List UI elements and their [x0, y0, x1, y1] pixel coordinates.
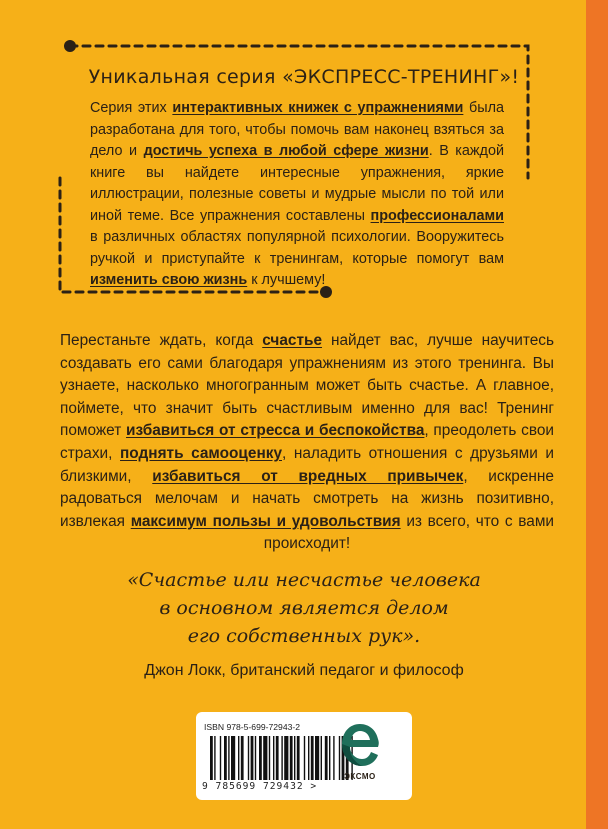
barcode-bar	[281, 736, 282, 780]
barcode-bar	[269, 736, 270, 780]
quote-line: в основном является делом	[159, 597, 449, 619]
publisher-name: ЭКСМО	[344, 772, 376, 781]
eksmo-logo-icon	[340, 722, 380, 770]
barcode-bar	[308, 736, 309, 780]
barcode-bar	[220, 736, 221, 780]
barcode-bar	[238, 736, 239, 780]
barcode-digits: 9 785699 729432 >	[202, 781, 318, 792]
isbn-text: ISBN 978-5-699-72943-2	[204, 722, 301, 732]
barcode-bar	[297, 736, 300, 780]
barcode-bar	[241, 736, 244, 780]
barcode-bar	[210, 736, 213, 780]
highlight-text: профессионалами	[370, 207, 504, 224]
quote-line: его собственных рук».	[187, 625, 421, 647]
highlight-text: счастье	[262, 332, 323, 349]
barcode-bar	[294, 736, 295, 780]
intro-paragraph: Серия этих интерактивных книжек с упражнениями была разработана для того, чтобы помочь вам наконец взяться за дело и достичь успеха в любой сфере жизни. В каждой книге вы найдете интересные упражнения, яркие иллюстрации, полезные советы и мудрые мысли по той или иной теме. Все упражнения составлены профессионалами в различных областях популярной психологии. Вооружитесь ручкой и приступайте к тренингам, которые помогут вам изменить свою жизнь к лучшему!	[90, 100, 504, 288]
series-title: Уникальная серия «ЭКСПРЕСС-ТРЕНИНГ»!	[88, 66, 520, 88]
frame-dot-top	[64, 40, 76, 52]
barcode-bar	[251, 736, 254, 780]
barcode-bar	[276, 736, 279, 780]
barcode-bar	[333, 736, 334, 780]
barcode-bar	[290, 736, 293, 780]
highlight-text: избавиться от вредных привычек	[152, 467, 464, 485]
quote-line: «Счастье или несчастье человека	[127, 569, 481, 591]
barcode-bar	[255, 736, 256, 780]
barcode-bar	[214, 736, 215, 780]
quote-block	[0, 566, 608, 650]
barcode-bar	[321, 736, 322, 780]
barcode-bar	[284, 736, 288, 780]
barcode-bar	[231, 736, 235, 780]
description-paragraph: Перестаньте ждать, когда счастье найдет вас, лучше научитесь создавать его сами благодаря упражнениям из этого тренинга. Вы узнаете, насколько многогранным может быть счастье. А главное, поймете, что значит быть счастливым именно для вас! Тренинг поможет избавиться от стресса и беспокойства, преодолеть свои страхи, поднять самооценку, наладить отношения с друзьями и близкими, избавиться от вредных привычек, искренне радоваться мелочам и начать смотреть на жизнь позитивно, извлекая максимум пользы и удовольствия из всего, что с вами происходит!	[60, 332, 555, 553]
barcode-bar	[248, 736, 249, 780]
barcode-bar	[315, 736, 319, 780]
quote-author: Джон Локк, британский педагог и философ	[144, 662, 464, 679]
barcode-bar	[259, 736, 262, 780]
highlight-text: достичь успеха в любой сфере жизни	[143, 143, 429, 159]
barcode-bar	[224, 736, 227, 780]
highlight-text: интерактивных книжек с упражнениями	[172, 100, 464, 116]
highlight-text: поднять самооценку	[120, 444, 282, 462]
barcode-bar	[228, 736, 229, 780]
barcode-bar	[329, 736, 330, 780]
barcode-bar	[311, 736, 314, 780]
highlight-text: избавиться от стресса и беспокойства	[126, 422, 425, 440]
book-spine-strip	[586, 0, 608, 829]
highlight-text: изменить свою жизнь	[90, 272, 248, 288]
highlight-text: максимум пользы и удовольствия	[130, 512, 401, 530]
barcode-bar	[273, 736, 274, 780]
barcode-bar	[263, 736, 267, 780]
barcode-bar	[325, 736, 328, 780]
barcode-bar	[304, 736, 305, 780]
